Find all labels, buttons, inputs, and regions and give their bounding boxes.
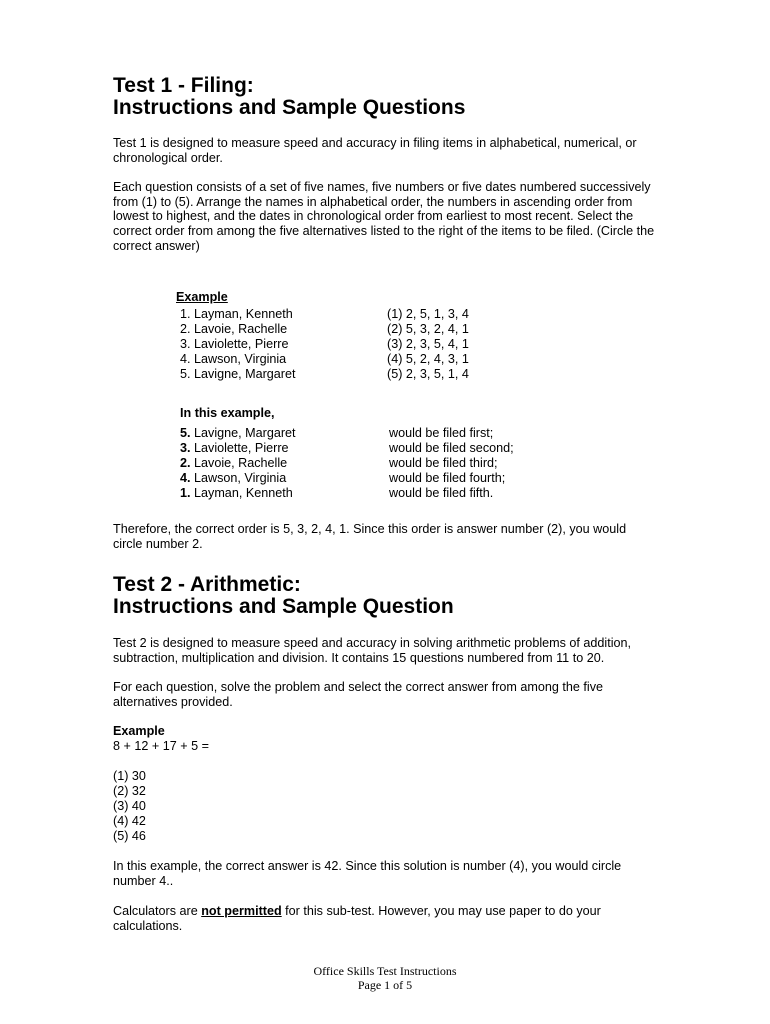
ordered-item [180,471,296,486]
test1-alternatives-list [387,307,469,382]
option-item: (1) 30 [113,769,146,783]
ordered-item [180,426,296,441]
ordered-item-number: 3. [180,441,191,455]
calc-note-prefix: Calculators are [113,904,202,918]
result-item: would be filed fourth; [389,471,506,485]
ordered-item-name: Lavigne, Margaret [190,426,296,440]
option-item: (4) 42 [113,814,146,828]
result-item: would be filed fifth. [389,486,494,500]
ordered-item-name: Lavoie, Rachelle [190,456,288,470]
list-item: 2. Lavoie, Rachelle [180,322,288,336]
list-item: 3. Laviolette, Pierre [180,337,289,351]
option-item: (5) 46 [113,829,146,843]
test2-conclusion: In this example, the correct answer is 42. Since this solution is number (4), you would circle number 4.. [113,859,622,888]
option-item: (2) 32 [113,784,146,798]
page-footer [235,964,535,992]
test1-example-heading: Example [176,290,228,304]
ordered-item-number: 4. [180,471,191,485]
test1-in-this-example: In this example, [180,406,275,420]
test1-item-list [180,307,296,382]
test1-title-line1: Test 1 - Filing: [113,74,254,97]
ordered-item-name: Laviolette, Pierre [190,441,289,455]
list-item: 1. Layman, Kenneth [180,307,293,321]
list-item: 5. Lavigne, Margaret [180,367,296,381]
ordered-item-name: Lawson, Virginia [190,471,287,485]
test2-title-line1: Test 2 - Arithmetic: [113,573,301,596]
footer-title: Office Skills Test Instructions [313,964,457,978]
ordered-item-number: 1. [180,486,191,500]
result-item: would be filed first; [389,426,494,440]
ordered-item [180,441,296,456]
ordered-item-number: 2. [180,456,191,470]
test2-example-heading: Example [113,724,165,738]
test1-ordered-list [180,426,296,501]
test2-title-line2: Instructions and Sample Question [113,595,454,618]
ordered-item-name: Layman, Kenneth [190,486,293,500]
test2-equation: 8 + 12 + 17 + 5 = [113,739,209,753]
test1-results-list [389,426,514,501]
footer-page-number: Page 1 of 5 [357,978,413,992]
ordered-item [180,456,296,471]
alternative-item: (1) 2, 5, 1, 3, 4 [387,307,469,321]
test2-paragraph-2: For each question, solve the problem and select the correct answer from among the five alternatives provided. [113,680,604,709]
alternative-item: (5) 2, 3, 5, 1, 4 [387,367,469,381]
result-item: would be filed third; [389,456,498,470]
test1-paragraph-2: Each question consists of a set of five names, five numbers or five dates numbered successively from (1) to (5). Arrange the names in alphabetical order, the numbers in ascending order from lowest to highest, and the dates in chronological order from earliest to most recent. Select the correct order from among the five alternatives listed to the right of the items to be filed. (Circle the correct answer) [113,180,655,253]
test1-conclusion: Therefore, the correct order is 5, 3, 2, 4, 1. Since this order is answer number (2), you would circle number 2. [113,522,627,551]
option-item: (3) 40 [113,799,146,813]
test2-options-list [113,769,146,844]
result-item: would be filed second; [389,441,514,455]
alternative-item: (3) 2, 3, 5, 4, 1 [387,337,469,351]
calc-note-emphasis: not permitted [201,904,282,918]
alternative-item: (2) 5, 3, 2, 4, 1 [387,322,469,336]
calc-note-suffix: for this sub-test. However, you may use paper to do your calculations. [113,904,601,933]
test2-paragraph-1: Test 2 is designed to measure speed and accuracy in solving arithmetic problems of addition, subtraction, multiplication and division. It contains 15 questions numbered from 11 to 20. [113,636,632,665]
list-item: 4. Lawson, Virginia [180,352,287,366]
alternative-item: (4) 5, 2, 4, 3, 1 [387,352,469,366]
test1-paragraph-1: Test 1 is designed to measure speed and accuracy in filing items in alphabetical, numerical, or chronological order. [113,136,637,165]
test2-calculator-note [113,904,658,933]
ordered-item-number: 5. [180,426,191,440]
test1-title-line2: Instructions and Sample Questions [113,96,466,119]
ordered-item [180,486,296,501]
